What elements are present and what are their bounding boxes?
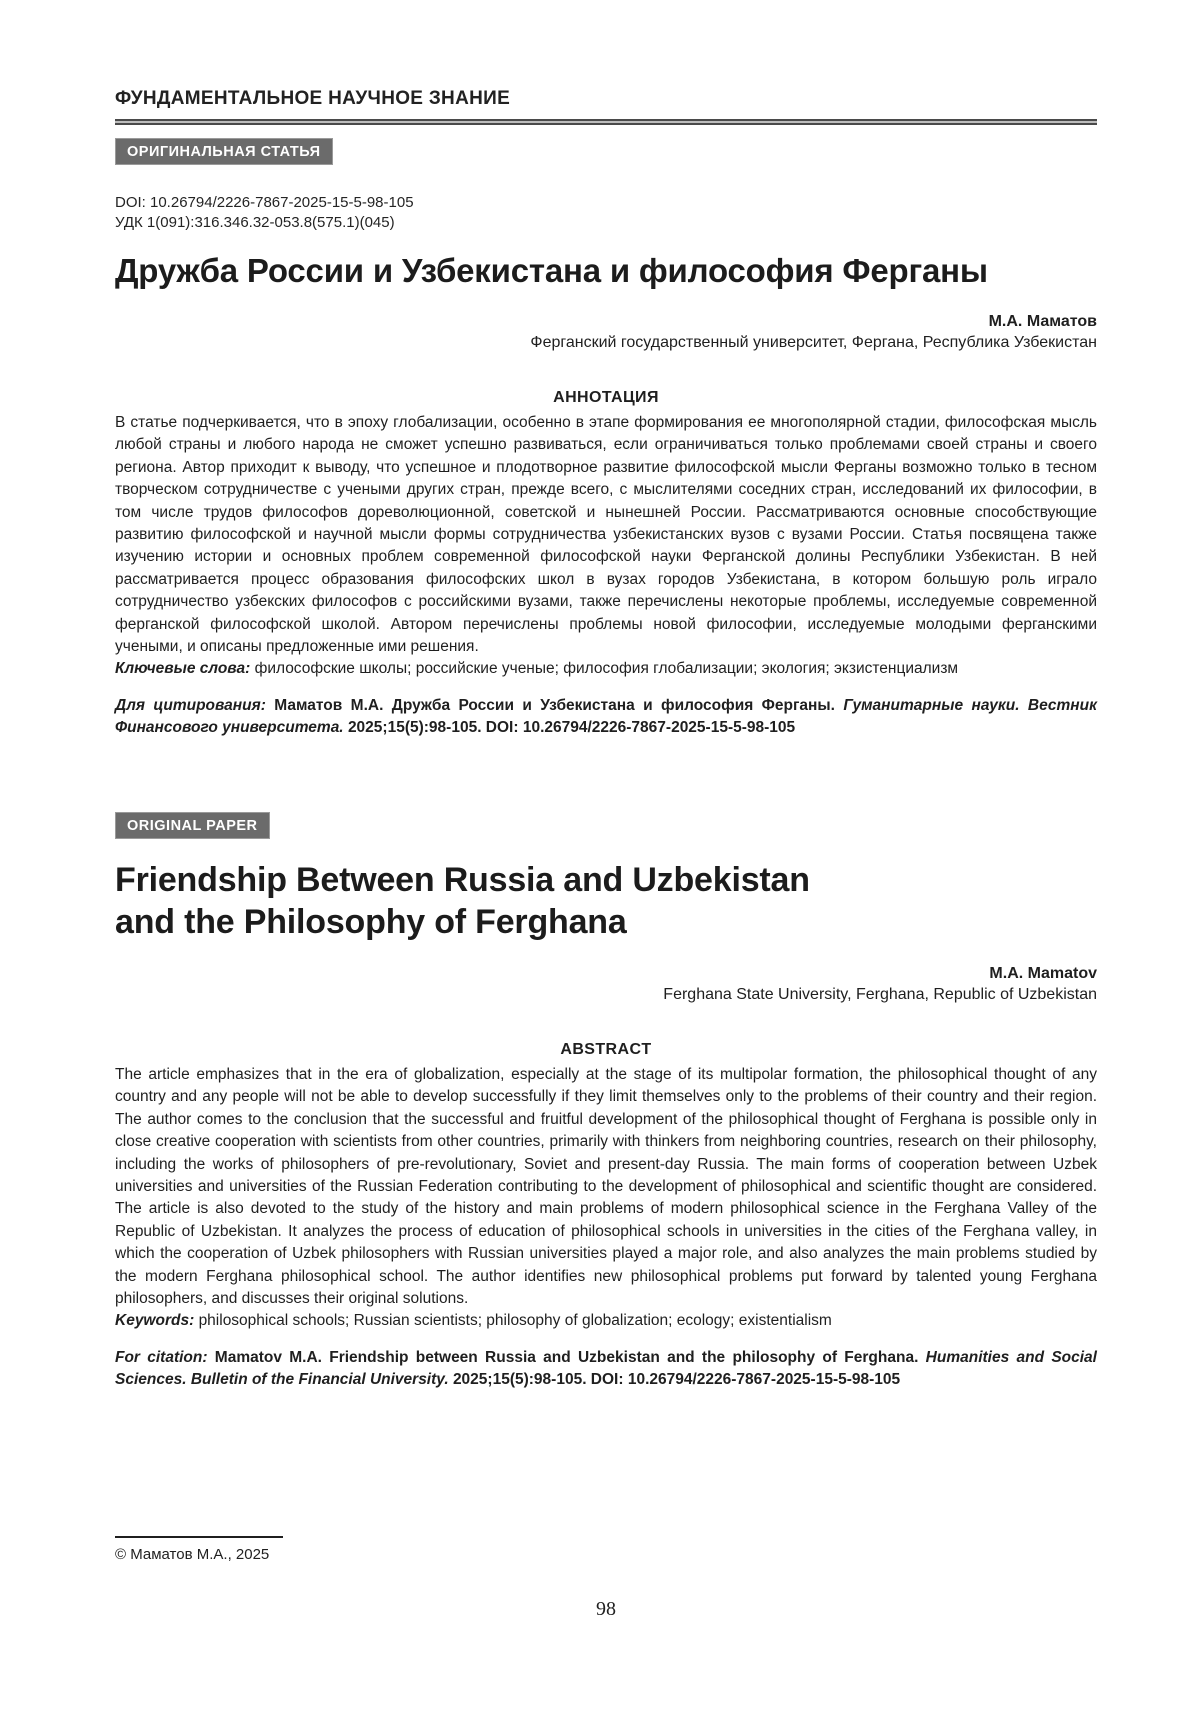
citation-journal-en: Humanities and Social Sciences. Bulletin of the Financial University. <box>115 1348 1097 1389</box>
keywords-ru <box>115 658 1097 680</box>
copyright-divider-line <box>115 1536 283 1538</box>
citation-en <box>115 1347 1097 1392</box>
article-type-badge-ru: ОРИГИНАЛЬНАЯ СТАТЬЯ <box>115 138 333 165</box>
article-type-badge-en: ORIGINAL PAPER <box>115 812 270 839</box>
journal-section-title: ФУНДАМЕНТАЛЬНОЕ НАУЧНОЕ ЗНАНИЕ <box>115 88 511 109</box>
page-number: 98 <box>596 1598 616 1620</box>
keywords-list-en: philosophical schools; Russian scientists; philosophy of globalization; ecology; existentialism <box>198 1312 832 1330</box>
citation-ref-en: 2025;15(5):98-105. DOI: 10.26794/2226-7867-2025-15-5-98-105 <box>452 1371 901 1389</box>
keywords-list-ru: философские школы; российские ученые; философия глобализации; экология; экзистенциализм <box>254 660 959 678</box>
keywords-en <box>115 1310 1097 1332</box>
citation-ref-ru: 2025;15(5):98-105. DOI: 10.26794/2226-7867-2025-15-5-98-105 <box>347 719 796 737</box>
author-name-ru: М.А. Маматов <box>988 313 1097 330</box>
abstract-text-en: The article emphasizes that in the era of globalization, especially at the stage of its multipolar formation, the philosophical thought of any country and any people will not be able to develop successfully if they limit themselves only to the problems of their country and their region. The author comes to the conclusion that the successful and fruitful development of the philosophical thought of Ferghana is possible only in close creative cooperation with scientists from other countries, primarily with thinkers from neighboring countries, research on their philosophy, including the works of philosophers of pre-revolutionary, Soviet and present-day Russia. The main forms of cooperation between Uzbek universities and universities of the Russian Federation contributing to the development of philosophical and scientific thought are considered. The article is also devoted to the study of the history and main problems of modern philosophical science in the Ferghana Valley of the Republic of Uzbekistan. It analyzes the process of education of philosophical schools in universities in the cities of the Ferghana valley, in which the cooperation of Uzbek philosophers with Russian universities played a major role, and also analyzes the main problems studied by the modern Ferghana philosophical school. The author identifies new philosophical problems put forward by talented young Ferghana philosophers, and discusses their original solutions. <box>115 1065 1097 1307</box>
keywords-label-ru: Ключевые слова: <box>115 660 255 678</box>
citation-label-en: For citation: <box>115 1348 215 1366</box>
citation-main-ru: Маматов М.А. Дружба России и Узбекистана и философия Ферганы. <box>274 696 844 714</box>
udk-line: УДК 1(091):316.346.32-053.8(575.1)(045) <box>115 214 395 231</box>
author-affiliation-en: Ferghana State University, Ferghana, Republic of Uzbekistan <box>663 985 1097 1003</box>
byline-ru <box>115 311 1097 353</box>
copyright-notice: © Маматов М.А., 2025 <box>115 1546 270 1563</box>
keywords-label-en: Keywords: <box>115 1312 199 1330</box>
article-identifiers <box>115 193 1097 233</box>
author-name-en: M.A. Mamatov <box>989 964 1097 982</box>
article-title-en: Friendship Between Russia and Uzbekistan and the Philosophy of Ferghana <box>115 860 810 941</box>
article-content-column <box>115 0 1097 1392</box>
citation-label-ru: Для цитирования: <box>115 696 275 714</box>
author-affiliation-ru: Ферганский государственный университет, Фергана, Республика Узбекистан <box>530 334 1097 351</box>
abstract-heading-en: ABSTRACT <box>560 1040 652 1058</box>
citation-ru <box>115 695 1097 740</box>
doi-line: DOI: 10.26794/2226-7867-2025-15-5-98-105 <box>115 194 414 211</box>
citation-journal-ru: Гуманитарные науки. Вестник Финансового университета. <box>115 696 1097 737</box>
article-title-ru: Дружба России и Узбекистана и философия Ферганы <box>115 252 988 289</box>
byline-en <box>115 963 1097 1005</box>
abstract-heading-ru: АННОТАЦИЯ <box>553 389 659 406</box>
abstract-text-ru: В статье подчеркивается, что в эпоху глобализации, особенно в этапе формирования ее многополярной стадии, философская мысль любой страны и любого народа не сможет успешно развиваться, если ограничиваться только проблемами своей страны и своего региона. Автор приходит к выводу, что успешное и плодотворное развитие философской мысли Ферганы возможно только в тесном творческом сотрудничестве с учеными других стран, прежде всего, с мыслителями соседних стран, исследований их философии, в том числе трудов философов дореволюционной, советской и нынешней России. Рассматриваются основные способствующие развитию философской и научной мысли формы сотрудничества узбекистанских вузов с вузами России. Статья посвящена также изучению истории и основных проблем современной философской науки Ферганской долины Республики Узбекистан. В ней рассматривается процесс образования философских школ в вузах городов Узбекистана, в котором большую роль играло сотрудничество узбекских философов с российскими вузами, также перечислены некоторые проблемы, исследуемые современной ферганской философской школой. Автором перечислены проблемы новой философии, исследуемые молодыми ферганскими учеными, и описаны предложенные ими решения. <box>115 414 1097 656</box>
citation-main-en: Mamatov M.A. Friendship between Russia and Uzbekistan and the philosophy of Ferghana. <box>214 1348 926 1366</box>
